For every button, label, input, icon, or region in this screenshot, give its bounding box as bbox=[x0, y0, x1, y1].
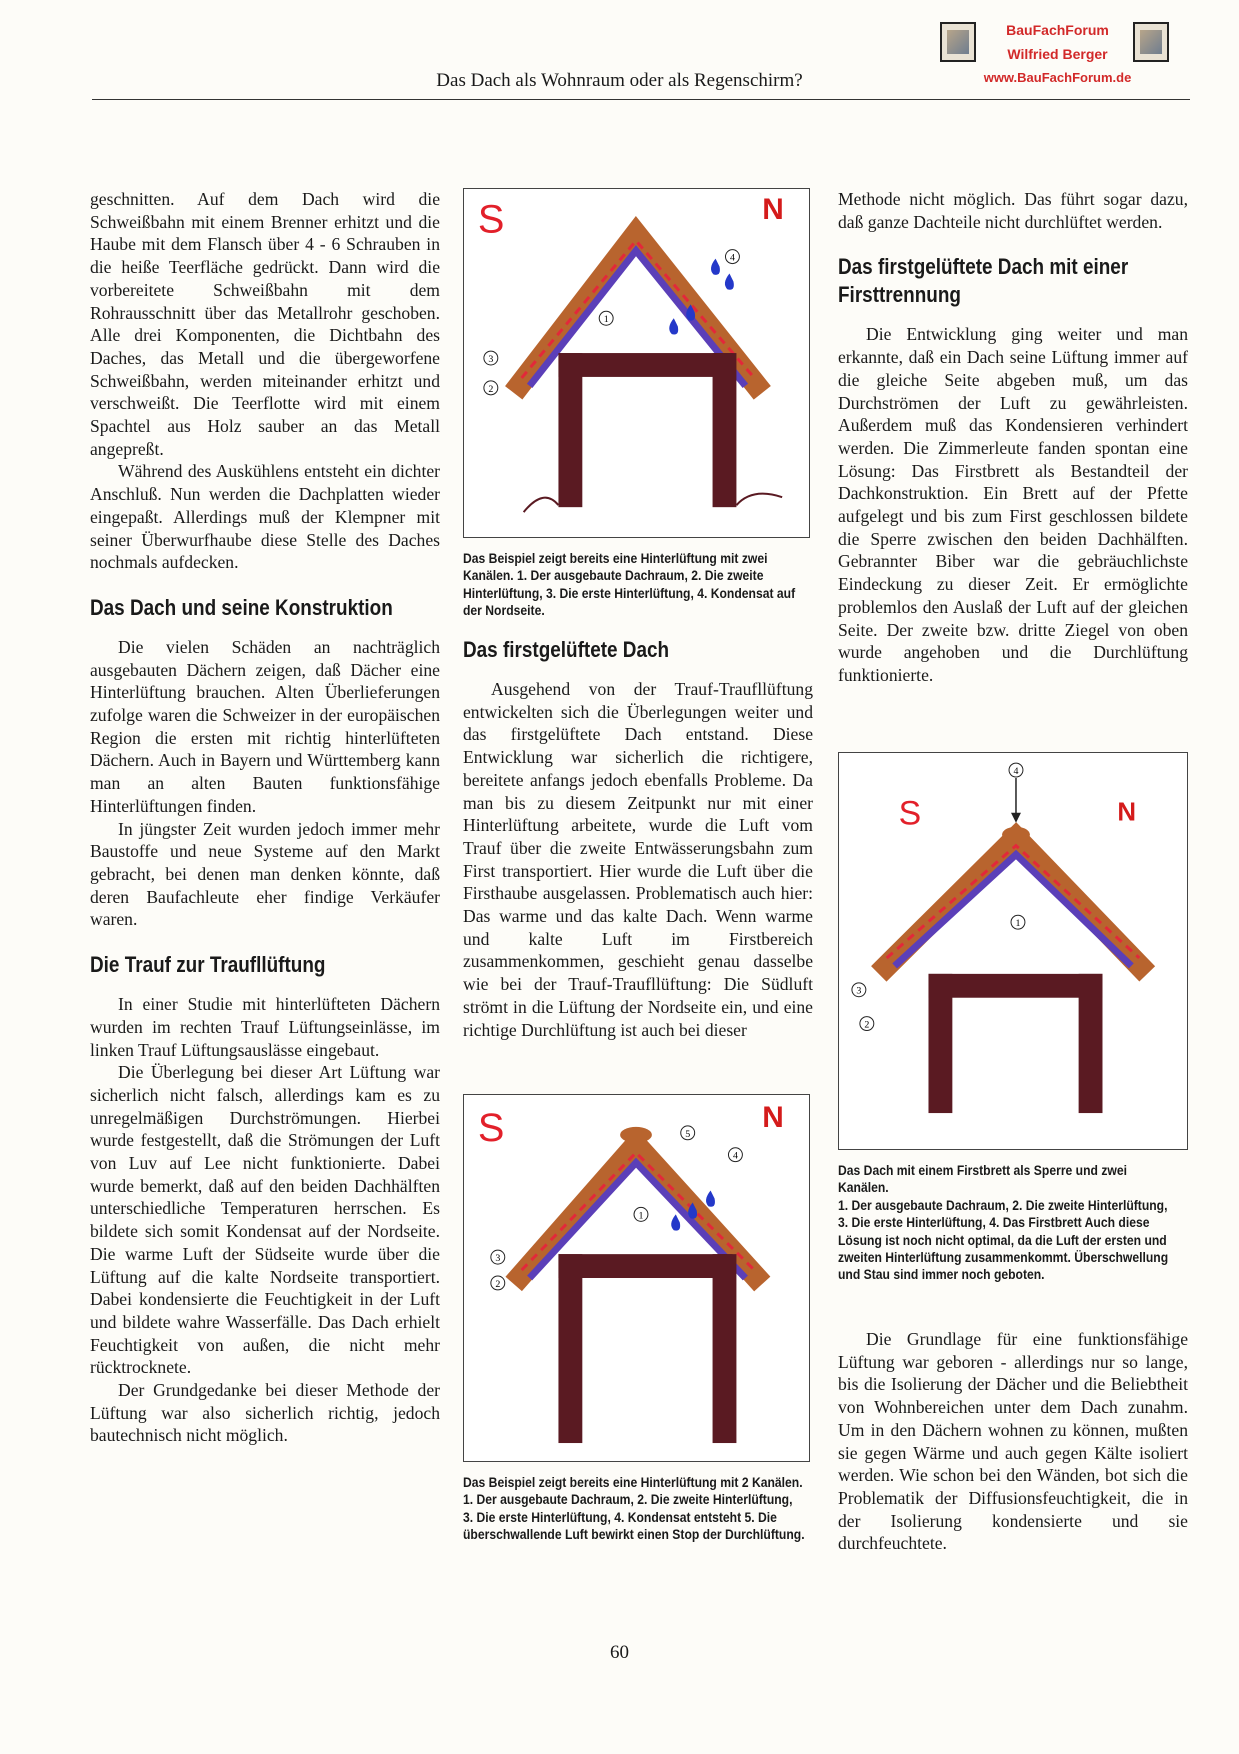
paragraph: Die Entwicklung ging weiter und man erkannte, daß ein Dach seine Lüftung immer auf die gleiche Seite abgeben muß, um das Durchströmen der Luft zu gewährleisten. Außerdem muß das Kondensieren verhindert werden. Die Zimmerleute fanden spontan eine Lösung: Das Firstbrett als Bestandteil der Dachkonstruktion. Ein Brett auf der Pfette aufgelegt und bis zum First geschlossen bildete die Sperre zwischen den beiden Dachhälften. Gebrannter Biber war die gebräuchlichste Eindeckung zu dieser Zeit. Er ermöglichte problemlos den Auslaß der Luft auf der gleichen Seite. Der zweite bzw. dritte Ziegel von oben wurde angehoben und die Durchlüftung funktionierte. bbox=[838, 324, 1188, 685]
paragraph: geschnitten. Auf dem Dach wird die Schweißbahn mit einem Brenner erhitzt und die Haube mit dem Flansch über 4 - 6 Schrauben in die heiße Teerfläche gedrückt. Dann wird die vorbereitete Schweißbahn mit dem Rohrausschnitt über das Metallrohr geschoben. Alle drei Komponenten, die Dichtbahn des Daches, das Metall und die übergeworfene Schweißbahn, werden miteinander erhitzt und verschweißt. Die Teerflotte wird mit einem Spachtel aus Holz sauber an das Metall angepreßt. bbox=[90, 189, 440, 459]
roof-diagram-2 bbox=[463, 1094, 810, 1462]
marker-3: 3 bbox=[495, 1253, 501, 1265]
marker-2: 2 bbox=[864, 1019, 870, 1031]
logo-url: www.BauFachForum.de bbox=[983, 70, 1132, 85]
north-label: N bbox=[762, 192, 784, 226]
paragraph: Die vielen Schäden an nachträglich ausgebauten Dächern zeigen, daß Dächer eine Hinterlüftung brauchen. Alten Überlieferungen zufolge waren die Schweizer in der europäischen Region die ersten mit richtig hinterlüfteten Dächern. Auch in Bayern und Württemberg kann man an alten Bauten funktionsfähige Hinterlüftungen finden. bbox=[90, 636, 440, 816]
figure-2-caption bbox=[463, 1474, 805, 1544]
section-heading: Die Trauf zur Traufllüftung bbox=[90, 952, 326, 978]
paragraph: Methode nicht möglich. Das führt sogar dazu, daß ganze Dachteile nicht durchlüftet werden. bbox=[838, 189, 1188, 232]
marker-4: 4 bbox=[732, 1150, 738, 1162]
roof-diagram-1-svg bbox=[464, 189, 809, 537]
figure-3-caption bbox=[838, 1162, 1180, 1284]
text-column-3-end bbox=[838, 1328, 1188, 1555]
logo-line-1: BauFachForum bbox=[1006, 22, 1109, 38]
marker-1: 1 bbox=[603, 314, 609, 326]
marker-2: 2 bbox=[488, 383, 494, 395]
marker-1: 1 bbox=[638, 1210, 644, 1222]
marker-1: 1 bbox=[1015, 918, 1021, 930]
section-heading: Das firstgelüftete Dach bbox=[463, 637, 670, 662]
house-frame bbox=[514, 1127, 763, 1443]
caption-line: 1. Der ausgebaute Dachraum, 2. Die zweite Hinterlüftung, 3. Die erste Hinterlüftung, 4. Das Firstbrett Auch diese Lösung ist noch nicht optimal, da die Luft der ersten und zweiten Hinterlüftung zusammenkommt. Überschwellung und Stau sind immer noch geboten. bbox=[838, 1197, 1169, 1283]
running-title: Das Dach als Wohnraum oder als Regenschirm? bbox=[436, 70, 803, 91]
caption-line: Das Dach mit einem Firstbrett als Sperre und zwei Kanälen. bbox=[838, 1163, 1127, 1196]
text-column-3 bbox=[838, 188, 1188, 687]
north-label: N bbox=[1117, 798, 1137, 827]
header-rule bbox=[92, 99, 1190, 100]
logo-line-2: Wilfried Berger bbox=[1007, 46, 1108, 62]
bauforum-logo bbox=[935, 18, 1180, 90]
house-frame bbox=[879, 827, 1147, 1113]
paragraph: Die Grundlage für eine funktionsfähige Lüftung war geboren - allerdings nur so lange, bis die Isolierung der Dächer und die Beliebtheit von Wohnbereichen unter dem Dach zunahm. Um in den Dächern wohnen zu können, mußten sie gegen Wärme und auch gegen Kälte isoliert werden. Wie schon bei den Wänden, bot sich die Problematik der Diffusionsfeuchtigkeit, die in der Isolierung kondensierte und sie durchfeuchtete. bbox=[838, 1329, 1188, 1554]
south-label: S bbox=[477, 197, 505, 242]
paragraph: In jüngster Zeit wurden jedoch immer mehr Baustoffe und neue Systeme auf den Markt gebracht, bei denen man denken könnte, daß deren Baufachleute eher findige Verkäufer waren. bbox=[90, 818, 440, 930]
paragraph: Der Grundgedanke bei dieser Methode der Lüftung war also sicherlich richtig, jedoch bautechnisch nicht möglich. bbox=[90, 1380, 440, 1446]
section-heading: Das firstgelüftete Dach mit einer Firsttrennung bbox=[838, 254, 1129, 308]
page-number: 60 bbox=[610, 1642, 629, 1663]
marker-4: 4 bbox=[729, 252, 735, 264]
marker-2: 2 bbox=[495, 1278, 501, 1290]
paragraph: Während des Auskühlens entsteht ein dichter Anschluß. Nun werden die Dachplatten wieder eingepaßt. Allerdings muß der Klempner mit seiner Überwurfhaube diese Stelle des Daches nochmals aufdecken. bbox=[90, 461, 440, 573]
text-column-1 bbox=[90, 188, 440, 1447]
logo-image-icon bbox=[1133, 22, 1169, 62]
house-frame bbox=[514, 234, 782, 512]
south-label: S bbox=[898, 794, 922, 833]
marker-5: 5 bbox=[685, 1128, 691, 1140]
marker-3: 3 bbox=[488, 354, 494, 366]
roof-diagram-3-svg bbox=[839, 753, 1187, 1149]
caption-line: Das Beispiel zeigt bereits eine Hinterlüftung mit 2 Kanälen. bbox=[463, 1475, 803, 1490]
marker-3: 3 bbox=[856, 985, 862, 997]
paragraph: In einer Studie mit hinterlüfteten Dächern wurden im rechten Trauf Lüftungseinlässe, im linken Trauf Lüftungsauslässe eingebaut. bbox=[90, 994, 440, 1060]
north-label: N bbox=[762, 1100, 784, 1134]
figure-1-caption: Das Beispiel zeigt bereits eine Hinterlüftung mit zwei Kanälen. 1. Der ausgebaute Dachraum, 2. Die zweite Hinterlüftung, 3. Die erste Hinterlüftung, 4. Kondensat auf der Nordseite. bbox=[463, 551, 796, 619]
section-heading: Das Dach und seine Konstruktion bbox=[90, 594, 393, 620]
roof-diagram-1 bbox=[463, 188, 810, 538]
roof-diagram-3 bbox=[838, 752, 1188, 1150]
text-column-2 bbox=[463, 636, 813, 1041]
paragraph: Die Überlegung bei dieser Art Lüftung war sicherlich nicht falsch, allerdings kam es zu unregelmäßigen Durchströmungen. Hierbei wurde festgestellt, daß die Strömungen der Luft von Luv auf Lee nicht funktionierte. Dabei wurde bemerkt, daß auf den beiden Dachhälften unterschiedliche Temperaturen herrschen. Es bildete sich somit Kondensat auf der Nordseite. Die warme Luft der Südseite wurde über die Lüftung auf die kalte Nordseite transportiert. Dabei kondensierte die Feuchtigkeit in der Luft und bildete wahre Wasserfälle. Das Dach erhielt Feuchtigkeit von außen, die nicht mehr rücktrocknete. bbox=[90, 1062, 440, 1378]
caption-line: 1. Der ausgebaute Dachraum, 2. Die zweite Hinterlüftung, 3. Die erste Hinterlüftung, 4. Kondensat entsteht 5. Die überschwallende Luft bewirkt einen Stop der Durchlüftung. bbox=[463, 1492, 805, 1543]
paragraph: Ausgehend von der Trauf-Traufllüftung entwickelten sich die Überlegungen weiter und das firstgelüftete Dach entstand. Diese Entwicklung war sicherlich die richtigere, bereitete anfangs jedoch ebenfalls Probleme. Da man bis zu diesem Zeitpunkt nur mit einer Hinterlüftung arbeitete, wurde die Luft vom Trauf über die zweite Entwässerungsbahn zum First transportiert. Hier wurde die Luft über die Firsthaube ausgelassen. Problematisch auch hier: Das warme und das kalte Dach. Wenn warme und kalte Luft im Firstbereich zusammenkommen, geschieht genau dasselbe wie bei der Trauf-Traufllüftung: Die Südluft strömt in die Lüftung der Nordseite ein, und eine richtige Durchlüftung ist auch bei dieser bbox=[463, 679, 813, 1040]
marker-4: 4 bbox=[1013, 766, 1019, 778]
south-label: S bbox=[477, 1105, 505, 1150]
roof-diagram-2-svg bbox=[464, 1095, 809, 1461]
